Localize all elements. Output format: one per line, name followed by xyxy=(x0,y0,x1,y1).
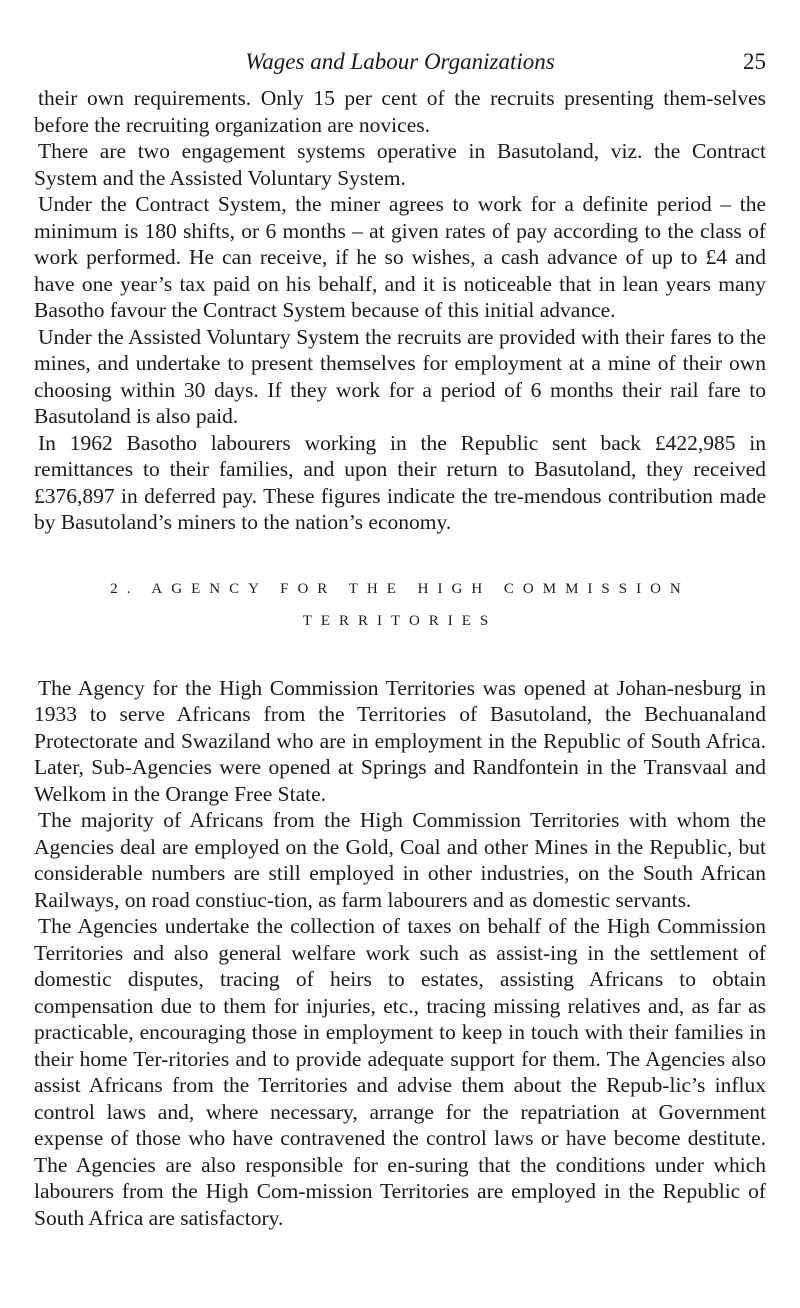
page-number: 25 xyxy=(743,49,766,74)
paragraph: In 1962 Basotho labourers working in the Republic sent back £422,985 in remittances to their families, and upon their return to Basutoland, they received £376,897 in deferred pay. These figures indicate the tre-mendous contribution made by Basutoland’s miners to the nation’s economy. xyxy=(34,430,766,534)
paragraph: There are two engagement systems operative in Basutoland, viz. the Contract System and the Assisted Voluntary System. xyxy=(34,139,766,190)
paragraph: The Agencies undertake the collection of taxes on behalf of the High Commission Territories and also general welfare work such as assist-ing in the settlement of domestic disputes, tracing of heirs to estates, assisting Africans to obtain compensation due to them for injuries, etc., tracing missing relatives and, as far as practicable, encouraging those in employment to keep in touch with their families in their home Ter-ritories and to provide adequate support for them. The Agencies also assist Africans from the Territories and advise them about the Repub-lic’s influx control laws and, where necessary, arrange for the repatriation at Government expense of those who have contravened the control laws or have become destitute. The Agencies are also responsible for en-suring that the conditions under which labourers from the High Com-mission Territories are employed in the Republic of South Africa are satisfactory. xyxy=(34,914,766,1230)
section-heading xyxy=(34,573,766,637)
section-heading-line: TERRITORIES xyxy=(302,612,498,629)
paragraph: Under the Assisted Voluntary System the recruits are provided with their fares to the mines, and undertake to present themselves for employment at a mine of their own choosing within 30 days. If they work for a period of 6 months their rail fare to Basutoland is also paid. xyxy=(34,324,766,428)
running-header xyxy=(34,45,766,85)
section-heading-line: 2. AGENCY FOR THE HIGH COMMISSION xyxy=(110,580,690,597)
running-title: Wages and Labour Organizations xyxy=(245,49,555,74)
paragraph: The Agency for the High Commission Territories was opened at Johan-nesburg in 1933 to serve Africans from the Territories of Basutoland, the Bechuanaland Protectorate and Swaziland who are in employment in the Republic of South Africa. Later, Sub-Agencies were opened at Springs and Randfontein in the Transvaal and Welkom in the Orange Free State. xyxy=(34,675,766,806)
paragraph: their own requirements. Only 15 per cent of the recruits presenting them-selves before the recruiting organization are novices. xyxy=(34,86,766,137)
paragraph: Under the Contract System, the miner agrees to work for a definite period – the minimum is 180 shifts, or 6 months – at given rates of pay according to the class of work performed. He can receive, if he so wishes, a cash advance of up to £4 and have one year’s tax paid on his behalf, and it is noticeable that in lean years many Basotho favour the Contract System because of this initial advance. xyxy=(34,192,766,322)
book-page xyxy=(34,45,766,1231)
body-text xyxy=(34,85,766,1231)
paragraph: The majority of Africans from the High Commission Territories with whom the Agencies deal are employed on the Gold, Coal and other Mines in the Republic, but considerable numbers are still employed in other industries, on the South African Railways, on road constiuc-tion, as farm labourers and as domestic servants. xyxy=(34,808,766,912)
